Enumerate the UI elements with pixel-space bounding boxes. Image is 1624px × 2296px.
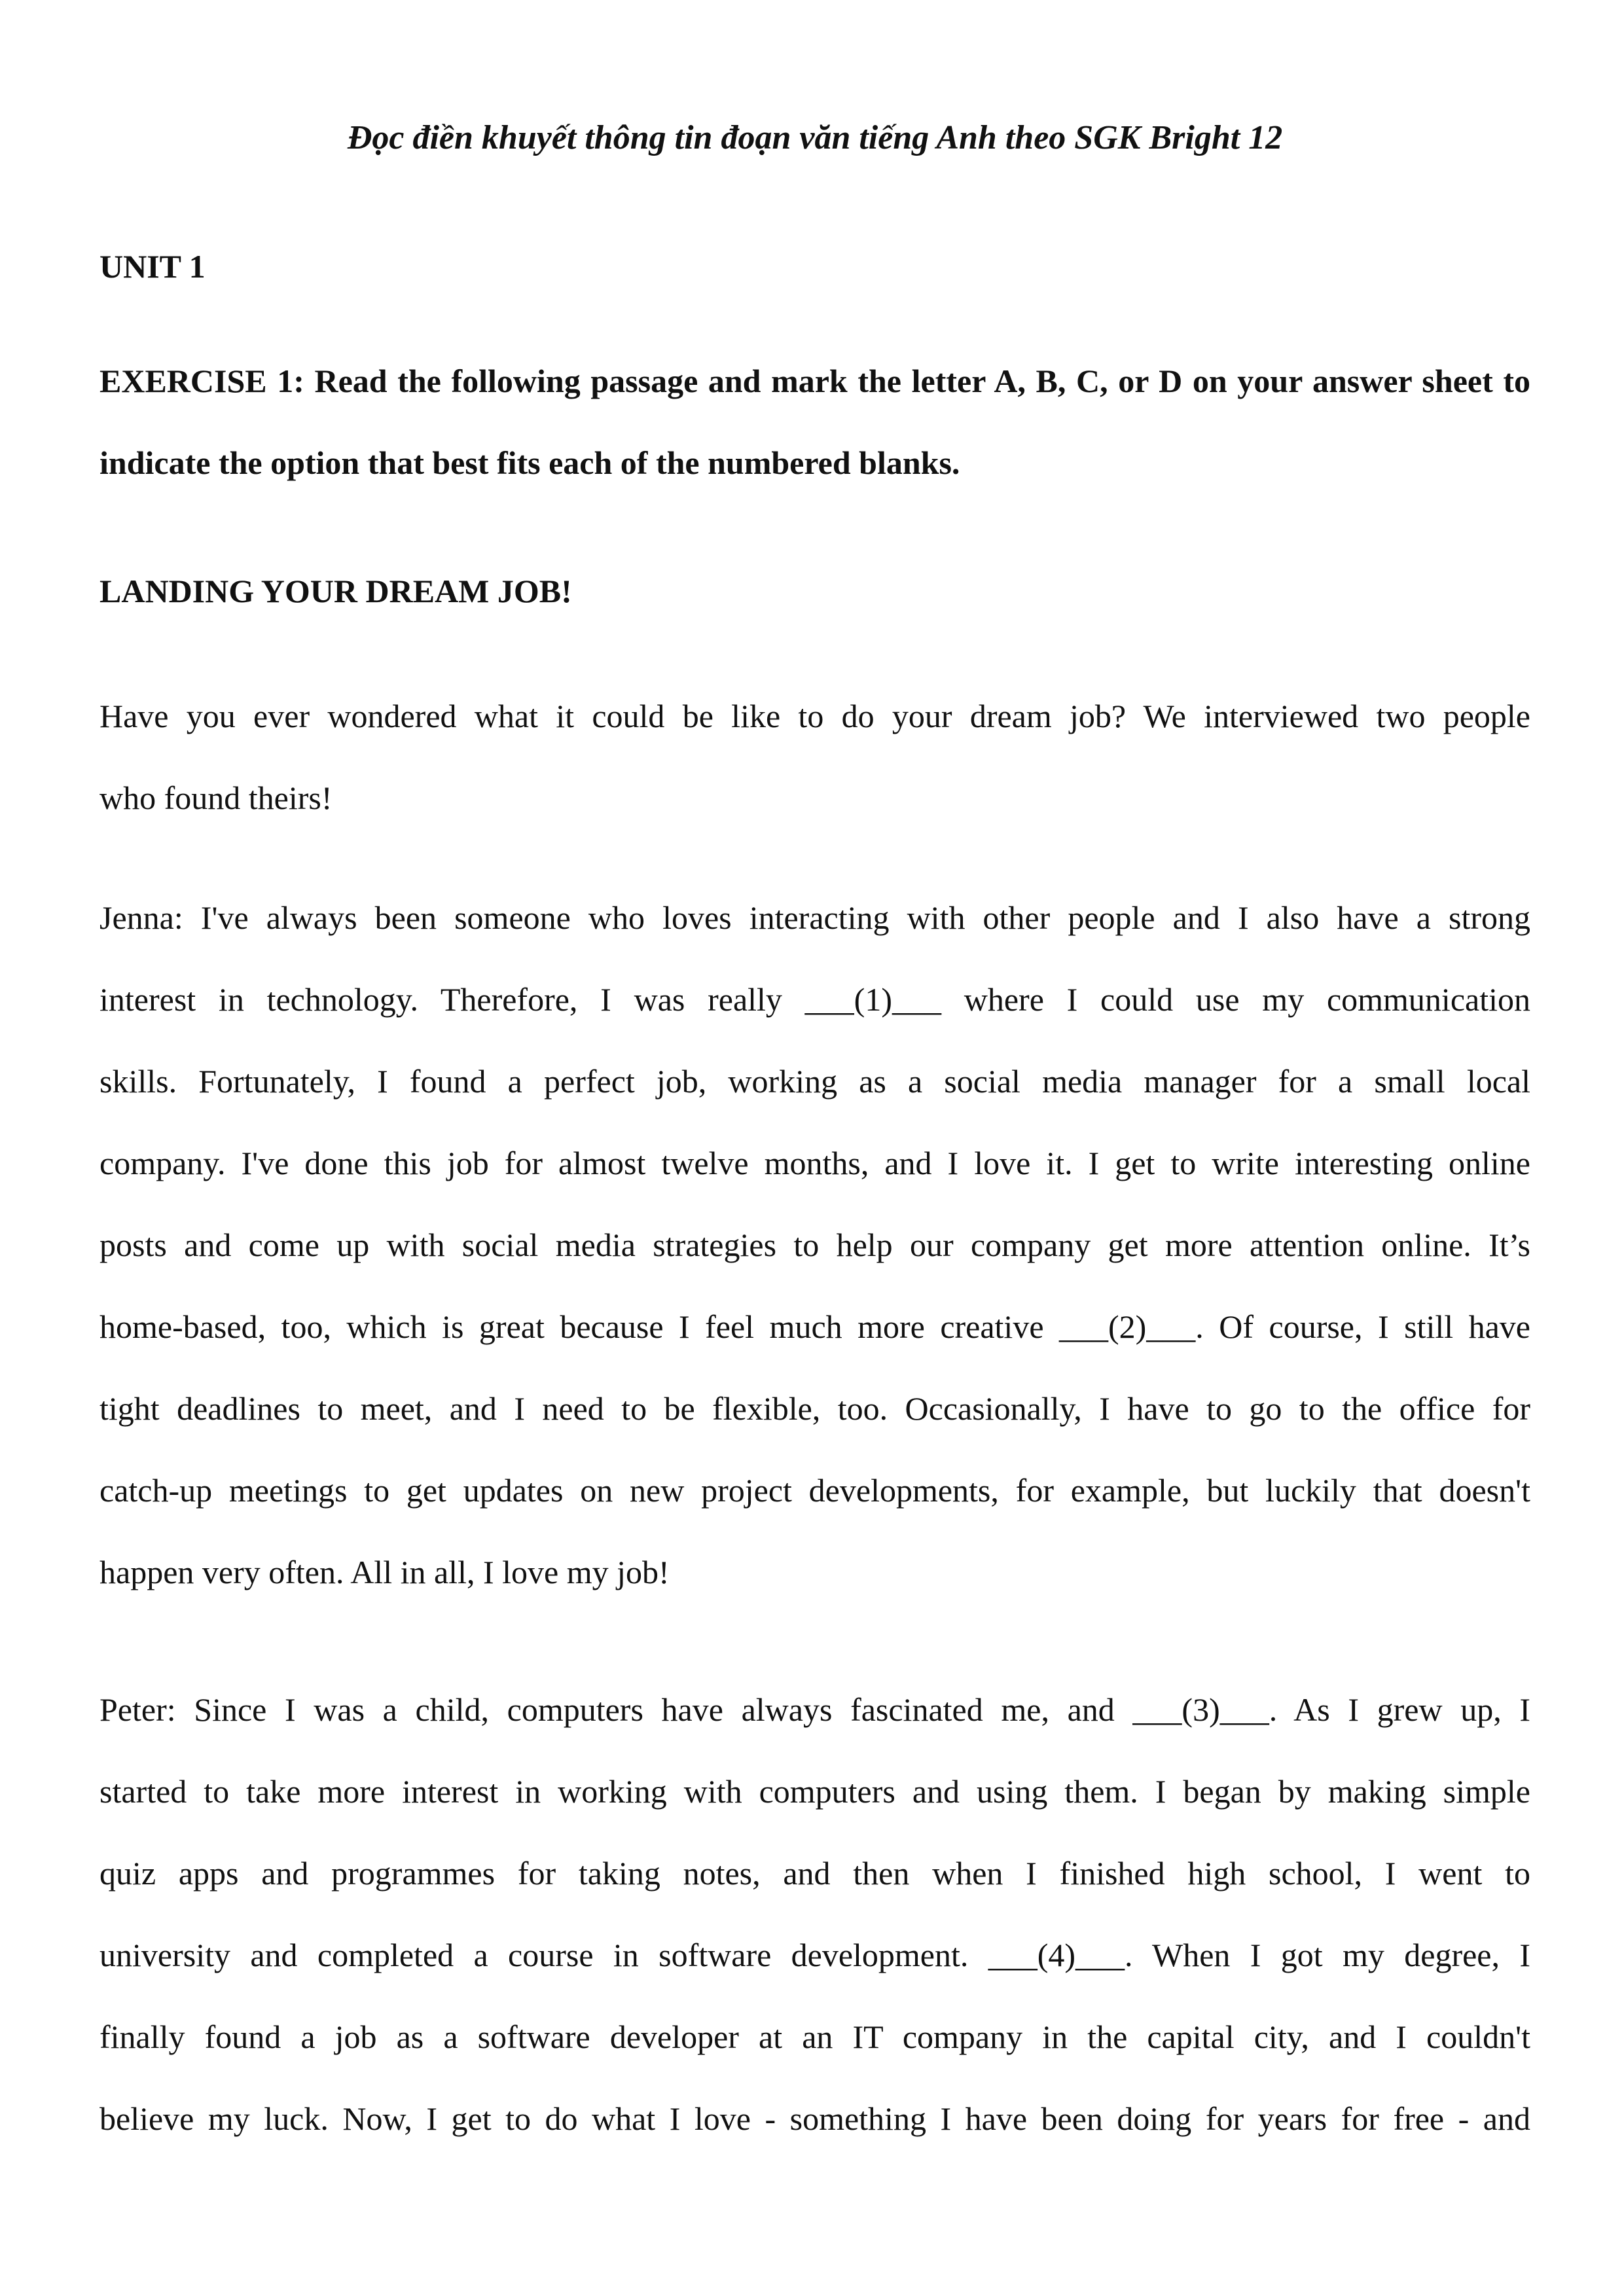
peter-line: started to take more interest in working with computers and using them. I began by making simple [99,1773,1530,1810]
jenna-line: company. I've done this job for almost twelve months, and I love it. I get to write interesting online [99,1145,1530,1181]
peter-line: university and completed a course in software development. ___(4)___. When I got my degree, I [99,1937,1530,1973]
jenna-line: happen very often. All in all, I love my job! [99,1554,670,1590]
peter-line: quiz apps and programmes for taking notes, and then when I finished high school, I went to [99,1855,1530,1892]
peter-line: Peter: Since I was a child, computers have always fascinated me, and ___(3)___. As I grew up, I [99,1691,1530,1728]
document-title: Đọc điền khuyết thông tin đoạn văn tiếng Anh theo SGK Bright 12 [347,119,1283,156]
exercise-instruction: EXERCISE 1: Read the following passage and mark the letter A, B, C, or D on your answer sheet to indicate the option that best fits each of the numbered blanks. [99,363,1530,481]
peter-line: believe my luck. Now, I get to do what I love - something I have been doing for years for free - and [99,2100,1530,2137]
document-page [99,0,1530,2296]
intro-line: Have you ever wondered what it could be like to do your dream job? We interviewed two people [99,698,1530,734]
jenna-paragraph [99,877,1530,1613]
unit-heading: UNIT 1 [99,248,206,285]
intro-paragraph [99,675,1530,839]
jenna-line: home-based, too, which is great because I feel much more creative ___(2)___. Of course, I still have [99,1308,1530,1345]
jenna-line: posts and come up with social media strategies to help our company get more attention online. It’s [99,1227,1530,1263]
jenna-line: Jenna: I've always been someone who loves interacting with other people and I also have a strong [99,899,1530,936]
jenna-line: tight deadlines to meet, and I need to be flexible, too. Occasionally, I have to go to the office for [99,1390,1530,1427]
intro-line: who found theirs! [99,780,333,816]
peter-line: finally found a job as a software developer at an IT company in the capital city, and I couldn't [99,2018,1530,2055]
peter-paragraph [99,1669,1530,2160]
jenna-line: catch-up meetings to get updates on new project developments, for example, but luckily that doesn't [99,1472,1530,1509]
passage-title: LANDING YOUR DREAM JOB! [99,573,572,609]
jenna-line: skills. Fortunately, I found a perfect job, working as a social media manager for a small local [99,1063,1530,1100]
jenna-line: interest in technology. Therefore, I was really ___(1)___ where I could use my communication [99,981,1530,1018]
